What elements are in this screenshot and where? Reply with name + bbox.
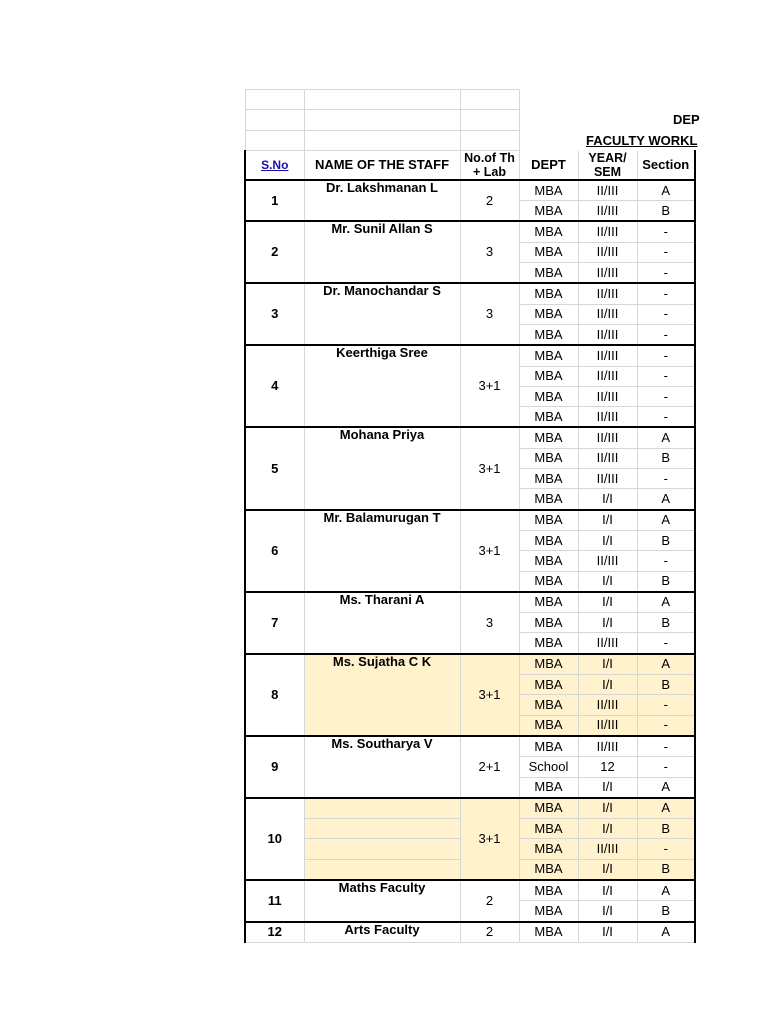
section-cell[interactable]: - — [637, 386, 695, 406]
staff-sno[interactable]: 2 — [245, 221, 304, 283]
staff-name-blank[interactable] — [304, 819, 460, 839]
empty-cell[interactable] — [245, 130, 304, 150]
year-sem-cell[interactable]: I/I — [578, 922, 637, 943]
staff-sno[interactable]: 7 — [245, 592, 304, 654]
staff-name[interactable]: Ms. Southarya V — [304, 736, 460, 798]
section-cell[interactable]: - — [637, 366, 695, 386]
staff-name[interactable]: Mohana Priya — [304, 427, 460, 509]
empty-cell — [519, 110, 578, 130]
staff-no-of-th-lab[interactable]: 2 — [460, 922, 519, 943]
dept-cell[interactable]: MBA — [519, 324, 578, 345]
staff-sno[interactable]: 1 — [245, 180, 304, 222]
header-year-sem[interactable]: YEAR/ SEM — [578, 150, 637, 180]
empty-cell[interactable] — [304, 90, 460, 110]
dept-cell[interactable]: School — [519, 757, 578, 777]
table-row — [245, 592, 695, 613]
staff-sno[interactable]: 3 — [245, 283, 304, 345]
section-cell[interactable]: - — [637, 221, 695, 242]
section-cell[interactable]: - — [637, 839, 695, 859]
empty-cell[interactable] — [304, 110, 460, 130]
dept-cell[interactable]: MBA — [519, 880, 578, 901]
dept-cell[interactable]: MBA — [519, 654, 578, 675]
sno-link[interactable]: S.No — [261, 157, 289, 172]
empty-row — [245, 110, 695, 130]
empty-row — [245, 90, 695, 110]
section-cell[interactable]: A — [637, 654, 695, 675]
staff-sno[interactable]: 9 — [245, 736, 304, 798]
section-cell[interactable]: - — [637, 695, 695, 715]
dept-cell[interactable]: MBA — [519, 263, 578, 284]
empty-cell[interactable] — [245, 90, 304, 110]
year-sem-cell[interactable]: II/III — [578, 304, 637, 324]
section-cell[interactable]: A — [637, 880, 695, 901]
dept-cell[interactable]: MBA — [519, 304, 578, 324]
staff-name[interactable]: Arts Faculty — [304, 922, 460, 943]
table-row — [245, 283, 695, 304]
year-sem-cell[interactable]: II/III — [578, 469, 637, 489]
staff-no-of-th-lab[interactable]: 3 — [460, 592, 519, 654]
section-cell[interactable]: A — [637, 777, 695, 798]
year-sem-cell[interactable]: II/III — [578, 242, 637, 262]
dept-cell[interactable]: MBA — [519, 407, 578, 428]
dept-cell[interactable]: MBA — [519, 901, 578, 922]
year-sem-cell[interactable]: I/I — [578, 571, 637, 592]
staff-no-of-th-lab[interactable]: 3+1 — [460, 798, 519, 880]
section-cell[interactable]: A — [637, 510, 695, 531]
section-cell[interactable]: - — [637, 263, 695, 284]
empty-cell — [637, 110, 695, 130]
year-sem-cell[interactable]: I/I — [578, 880, 637, 901]
empty-cell[interactable] — [460, 90, 519, 110]
year-sem-cell[interactable]: I/I — [578, 592, 637, 613]
year-sem-cell[interactable]: I/I — [578, 859, 637, 880]
dept-cell[interactable]: MBA — [519, 571, 578, 592]
empty-cell — [519, 130, 578, 150]
dept-cell[interactable]: MBA — [519, 448, 578, 468]
empty-cell — [578, 90, 637, 110]
dept-cell[interactable]: MBA — [519, 510, 578, 531]
section-cell[interactable]: - — [637, 736, 695, 757]
staff-name[interactable]: Dr. Manochandar S — [304, 283, 460, 345]
year-sem-cell[interactable]: II/III — [578, 324, 637, 345]
table-row — [245, 798, 695, 819]
year-sem-cell[interactable]: II/III — [578, 551, 637, 571]
section-cell[interactable]: A — [637, 798, 695, 819]
section-cell[interactable]: A — [637, 489, 695, 510]
dept-cell[interactable]: MBA — [519, 613, 578, 633]
empty-cell[interactable] — [304, 130, 460, 150]
year-sem-cell[interactable]: II/III — [578, 407, 637, 428]
table-row — [245, 221, 695, 242]
staff-name-blank[interactable] — [304, 839, 460, 859]
table-row — [245, 180, 695, 201]
year-sem-cell[interactable]: I/I — [578, 675, 637, 695]
section-cell[interactable]: B — [637, 530, 695, 550]
table-row — [245, 427, 695, 448]
staff-no-of-th-lab[interactable]: 3+1 — [460, 510, 519, 592]
year-sem-cell[interactable]: I/I — [578, 489, 637, 510]
year-sem-cell[interactable]: I/I — [578, 777, 637, 798]
year-sem-cell[interactable]: I/I — [578, 530, 637, 550]
staff-no-of-th-lab[interactable]: 3+1 — [460, 654, 519, 736]
year-sem-cell[interactable]: I/I — [578, 654, 637, 675]
section-cell[interactable]: - — [637, 469, 695, 489]
staff-no-of-th-lab[interactable]: 2 — [460, 880, 519, 922]
staff-sno[interactable]: 10 — [245, 798, 304, 880]
staff-name[interactable]: Mr. Sunil Allan S — [304, 221, 460, 283]
header-row — [245, 150, 695, 180]
staff-sno[interactable]: 12 — [245, 922, 304, 943]
section-cell[interactable]: B — [637, 819, 695, 839]
dept-cell[interactable]: MBA — [519, 633, 578, 654]
dept-cell[interactable]: MBA — [519, 675, 578, 695]
staff-no-of-th-lab[interactable]: 2+1 — [460, 736, 519, 798]
section-cell[interactable]: - — [637, 283, 695, 304]
staff-no-of-th-lab[interactable]: 3+1 — [460, 345, 519, 427]
header-section[interactable]: Section — [637, 150, 695, 180]
table-row — [245, 510, 695, 531]
staff-no-of-th-lab[interactable]: 3 — [460, 283, 519, 345]
year-sem-cell[interactable]: I/I — [578, 798, 637, 819]
section-cell[interactable]: A — [637, 592, 695, 613]
year-sem-cell[interactable]: II/III — [578, 221, 637, 242]
section-cell[interactable]: B — [637, 613, 695, 633]
staff-no-of-th-lab[interactable]: 3 — [460, 221, 519, 283]
empty-cell — [519, 90, 578, 110]
dept-cell[interactable]: MBA — [519, 345, 578, 366]
section-cell[interactable]: B — [637, 901, 695, 922]
dept-cell[interactable]: MBA — [519, 819, 578, 839]
header-no-of-th-lab[interactable]: No.of Th + Lab — [460, 150, 519, 180]
dept-cell[interactable]: MBA — [519, 798, 578, 819]
staff-name[interactable]: Ms. Tharani A — [304, 592, 460, 654]
staff-no-of-th-lab[interactable]: 3+1 — [460, 427, 519, 509]
empty-cell — [637, 90, 695, 110]
dept-cell[interactable]: MBA — [519, 386, 578, 406]
year-sem-cell[interactable]: II/III — [578, 448, 637, 468]
section-cell[interactable]: - — [637, 324, 695, 345]
section-cell[interactable]: - — [637, 757, 695, 777]
year-sem-cell[interactable]: II/III — [578, 180, 637, 201]
section-cell[interactable]: B — [637, 571, 695, 592]
empty-cell[interactable] — [460, 130, 519, 150]
dept-cell[interactable]: MBA — [519, 242, 578, 262]
dept-cell[interactable]: MBA — [519, 489, 578, 510]
table-row — [245, 880, 695, 901]
year-sem-cell[interactable]: II/III — [578, 283, 637, 304]
dept-cell[interactable]: MBA — [519, 530, 578, 550]
header-name[interactable]: NAME OF THE STAFF — [304, 150, 460, 180]
table-row — [245, 654, 695, 675]
table-row — [245, 736, 695, 757]
section-cell[interactable]: B — [637, 675, 695, 695]
dept-cell[interactable]: MBA — [519, 180, 578, 201]
year-sem-cell[interactable]: II/III — [578, 366, 637, 386]
staff-name[interactable]: Dr. Lakshmanan L — [304, 180, 460, 222]
section-cell[interactable]: - — [637, 345, 695, 366]
staff-sno[interactable]: 6 — [245, 510, 304, 592]
staff-no-of-th-lab[interactable]: 2 — [460, 180, 519, 222]
faculty-workload-title: FACULTY WORKL — [586, 133, 698, 148]
dept-cell[interactable]: MBA — [519, 922, 578, 943]
dept-cell[interactable]: MBA — [519, 221, 578, 242]
year-sem-cell[interactable]: I/I — [578, 819, 637, 839]
year-sem-cell[interactable]: I/I — [578, 510, 637, 531]
staff-name[interactable]: Mr. Balamurugan T — [304, 510, 460, 592]
year-sem-cell[interactable]: II/III — [578, 633, 637, 654]
staff-sno[interactable]: 8 — [245, 654, 304, 736]
year-sem-cell[interactable]: II/III — [578, 263, 637, 284]
section-cell[interactable]: - — [637, 304, 695, 324]
table-row — [245, 345, 695, 366]
dept-cell[interactable]: MBA — [519, 469, 578, 489]
dept-cell[interactable]: MBA — [519, 592, 578, 613]
empty-cell — [637, 130, 695, 150]
year-sem-cell[interactable]: 12 — [578, 757, 637, 777]
section-cell[interactable]: - — [637, 551, 695, 571]
year-sem-cell[interactable]: II/III — [578, 201, 637, 222]
section-cell[interactable]: - — [637, 242, 695, 262]
year-sem-cell[interactable]: I/I — [578, 901, 637, 922]
dept-cell[interactable]: MBA — [519, 551, 578, 571]
dept-cell[interactable]: MBA — [519, 283, 578, 304]
header-dept[interactable]: DEPT — [519, 150, 578, 180]
dept-cell[interactable]: MBA — [519, 366, 578, 386]
year-sem-cell[interactable]: II/III — [578, 345, 637, 366]
empty-row — [245, 130, 695, 150]
year-sem-cell[interactable]: I/I — [578, 613, 637, 633]
staff-sno[interactable]: 4 — [245, 345, 304, 427]
year-sem-cell[interactable]: II/III — [578, 427, 637, 448]
dept-cell[interactable]: MBA — [519, 427, 578, 448]
dept-cell[interactable]: MBA — [519, 777, 578, 798]
staff-name[interactable]: Keerthiga Sree — [304, 345, 460, 427]
section-cell[interactable]: A — [637, 922, 695, 943]
dept-cell[interactable]: MBA — [519, 736, 578, 757]
staff-name-blank[interactable] — [304, 859, 460, 880]
empty-cell[interactable] — [460, 110, 519, 130]
year-sem-cell[interactable]: II/III — [578, 736, 637, 757]
staff-sno[interactable]: 11 — [245, 880, 304, 922]
section-cell[interactable]: A — [637, 180, 695, 201]
dept-cell[interactable]: MBA — [519, 715, 578, 736]
dept-cell[interactable]: MBA — [519, 839, 578, 859]
staff-name[interactable]: Ms. Sujatha C K — [304, 654, 460, 736]
year-sem-cell[interactable]: II/III — [578, 695, 637, 715]
staff-name[interactable] — [304, 798, 460, 819]
empty-cell — [578, 110, 637, 130]
staff-sno[interactable]: 5 — [245, 427, 304, 509]
section-cell[interactable]: B — [637, 201, 695, 222]
section-cell[interactable]: A — [637, 427, 695, 448]
empty-cell — [578, 130, 637, 150]
table-row — [245, 922, 695, 943]
year-sem-cell[interactable]: II/III — [578, 715, 637, 736]
dept-cell[interactable]: MBA — [519, 859, 578, 880]
section-cell[interactable]: B — [637, 859, 695, 880]
year-sem-cell[interactable]: II/III — [578, 386, 637, 406]
faculty-workload-table — [244, 89, 696, 943]
staff-name[interactable]: Maths Faculty — [304, 880, 460, 922]
empty-cell[interactable] — [245, 110, 304, 130]
dept-cell[interactable]: MBA — [519, 695, 578, 715]
section-cell[interactable]: B — [637, 448, 695, 468]
section-cell[interactable]: - — [637, 633, 695, 654]
dept-cell[interactable]: MBA — [519, 201, 578, 222]
header-sno[interactable] — [245, 150, 304, 180]
year-sem-cell[interactable]: II/III — [578, 839, 637, 859]
section-cell[interactable]: - — [637, 715, 695, 736]
department-title: DEP — [673, 112, 700, 127]
section-cell[interactable]: - — [637, 407, 695, 428]
